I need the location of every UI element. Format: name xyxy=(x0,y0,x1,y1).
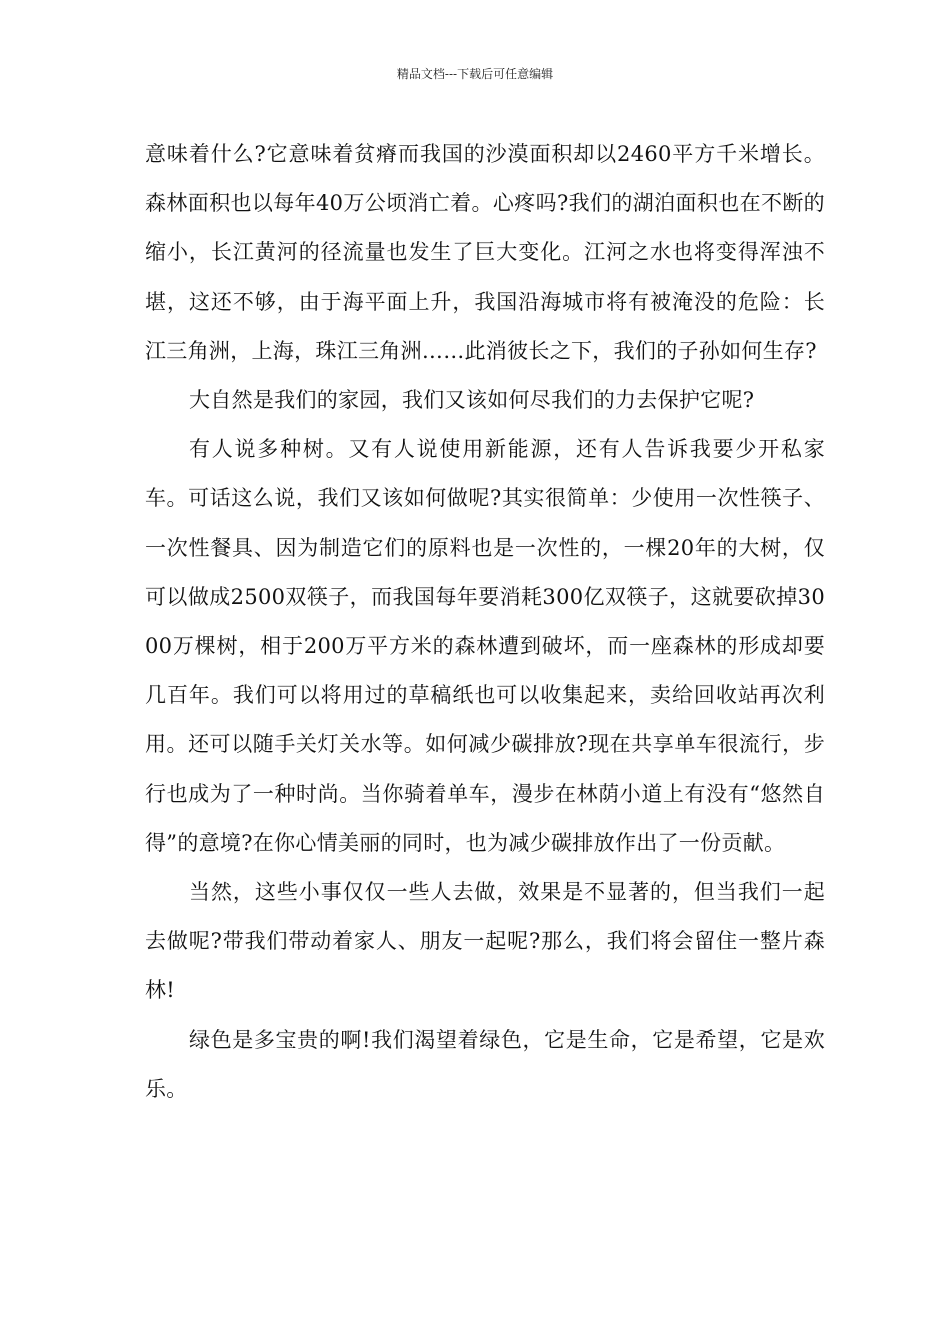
page-header: 精品文档---下载后可任意编辑 xyxy=(396,67,554,81)
paragraph-3: 有人说多种树。又有人说使用新能源，还有人告诉我要少开私家车。可话这么说，我们又该如何做呢?其实很简单：少使用一次性筷子、一次性餐具、因为制造它们的原料也是一次性的，一棵20年的大树，仅可以做成2500双筷子，而我国每年要消耗300亿双筷子，这就要砍掉3000万棵树，相于200万平方米的森林遭到破坏，而一座森林的形成却要几百年。我们可以将用过的草稿纸也可以收集起来，卖给回收站再次利用。还可以随手关灯关水等。如何减少碳排放?现在共享单车很流行，步行也成为了一种时尚。当你骑着单车，漫步在林荫小道上有没有“悠然自得”的意境?在你心情美丽的同时，也为减少碳排放作出了一份贡献。 xyxy=(145,437,825,855)
paragraph-5: 绿色是多宝贵的啊!我们渴望着绿色，它是生命，它是希望，它是欢乐。 xyxy=(145,1027,825,1101)
paragraph-2: 大自然是我们的家园，我们又该如何尽我们的力去保护它呢? xyxy=(189,388,755,413)
document-body xyxy=(145,130,825,1114)
paragraph-1: 意味着什么?它意味着贫瘠而我国的沙漠面积却以2460平方千米增长。森林面积也以每年40万公顷消亡着。心疼吗?我们的湖泊面积也在不断的缩小，长江黄河的径流量也发生了巨大变化。江河之水也将变得浑浊不堪，这还不够，由于海平面上升，我国沿海城市将有被淹没的危险：长江三角洲，上海，珠江三角洲……此消彼长之下，我们的子孙如何生存? xyxy=(145,142,825,363)
paragraph-4: 当然，这些小事仅仅一些人去做，效果是不显著的，但当我们一起去做呢?带我们带动着家人、朋友一起呢?那么，我们将会留住一整片森林! xyxy=(145,880,825,1003)
